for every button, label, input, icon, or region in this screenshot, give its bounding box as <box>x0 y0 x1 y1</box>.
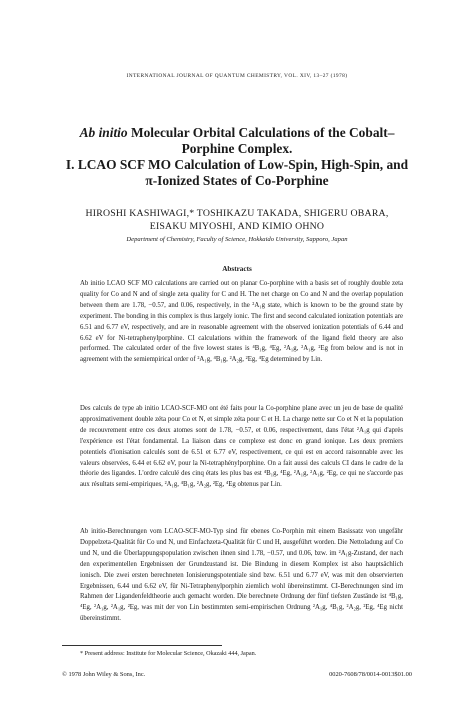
abstract-french: Des calculs de type ab initio LCAO-SCF-MO ont été faits pour la Co-porphine plane avec un jeu de base de qualité approximativement double zéta pour Co et N, et simple zéta pour C et H. La charge nette sur Co et N et la population de recouvrement entre ces deux atomes sont de 1.78, −0.57, et 0.06, respectivement, dans l'état ²A₁g qui d'après l'expérience est l'état fondamental. La liaison dans ce complexe est donc en grand ionique. Les deux premiers potentiels d'ionisation calculés sont de 6.51 et 6.77 eV, respectivement, ce qui est en accord raisonnable avec les valeurs observées, 6.44 et 6.62 eV, pour la Ni-tetraphénylporphine. On a fait aussi des calculs CI dans le cadre de la théorie des ligandes. L'ordre calculé des cinq états les plus bas est ⁴B₁g, ⁴Eg, ²A₁g, ²A₁g, ²Eg, ce qui ne s'accorde pas aux résultats semi-empiriques, ²A₁g, ⁴B₁g, ²A₂g, ²Eg, ⁴Eg obtenus par Lin. <box>80 405 403 489</box>
authors-line-2: EISAKU MIYOSHI, AND KIMIO OHNO <box>149 221 325 232</box>
authors-line-1: HIROSHI KASHIWAGI,* TOSHIKAZU TAKADA, SHIGERU OBARA, <box>85 208 389 219</box>
title-line-4: π-Ionized States of Co-Porphine <box>145 173 329 188</box>
footnote: * Present address: Institute for Molecular Science, Okazaki 444, Japan. <box>80 650 257 657</box>
affiliation: Department of Chemistry, Faculty of Science, Hokkaido University, Sapporo, Japan <box>126 236 348 243</box>
journal-header: INTERNATIONAL JOURNAL OF QUANTUM CHEMISTRY, VOL. XIV, 13–27 (1978) <box>126 73 348 79</box>
article-code: 0020-7608/78/0014-0013$01.00 <box>329 671 412 678</box>
title-line-2: Porphine Complex. <box>181 141 293 156</box>
author-list <box>36 207 438 233</box>
paper-title <box>36 125 438 189</box>
abstract-german: Ab initio-Berechnungen vom LCAO-SCF-MO-Typ sind für ebenes Co-Porphin mit einem Basissatz von ungefähr Doppelzeta-Qualität für Co und N, und Einfachzeta-Qualität für C und H, ausgeführt worden. Die Nettoladung auf Co und N, und die Überlappungspopulation zwischen ihnen sind 1.78, −0.57, und 0.06, bzw. im ²A₁g-Zustand, der nach den experimentellen Ergebnissen der Grundzustand ist. Die Bindung in diesem Komplex ist also hauptsächlich ionisch. Die zwei ersten berechneten Ionisierungspotentiale sind bzw. 6.51 und 6.77 eV, was mit den observierten Ergebnissen, 6.44 und 6.62 eV, für Ni-Tetraphenylporphin ziemlich wohl übereinstimmt. CI-Berechnungen sind im Rahmen der Ligandenfeldtheorie auch gemacht worden. Die berechnete Ordnung der fünf tiefsten Zustände ist ⁴B₁g, ⁴Eg, ²A₁g, ²A₁g, ²Eg, was mit der von Lin bestimmten semi-empirischen Ordnung ²A₁g, ⁴B₁g, ²A₂g, ²Eg, ⁴Eg nicht übereinstimmt. <box>80 528 403 623</box>
footnote-rule <box>62 645 222 646</box>
title-italic-ab-initio: Ab initio <box>79 125 128 140</box>
title-line-1-rest: Molecular Orbital Calculations of the Cobalt– <box>127 125 395 140</box>
copyright-notice: © 1978 John Wiley & Sons, Inc. <box>62 671 146 678</box>
title-line-1 <box>36 125 438 141</box>
title-line-3: I. LCAO SCF MO Calculation of Low-Spin, High-Spin, and <box>65 157 409 172</box>
abstract-english: Ab initio LCAO SCF MO calculations are carried out on planar Co-porphine with a basis set of roughly double zeta quality for Co and N and of single zeta quality for C and H. The net charge on Co and N and the overlap population between them are 1.78, −0.57, and 0.06, respectively, in the ²A₁g state, which is known to be the ground state by experiment. The bonding in this complex is thus largely ionic. The first and second calculated ionization potentials are 6.51 and 6.77 eV, respectively, and are in reasonable agreement with the observed ionization potentials of 6.44 and 6.62 eV for Ni-tetraphenylporphine. CI calculations within the framework of the ligand field theory are also performed. The calculated order of the five lowest states is ⁴B₁g, ⁴Eg, ²A₁g, ²A₁g, ²Eg from below and is not in agreement with the semiempirical order of ²A₁g, ⁴B₁g, ²A₂g, ²Eg, ⁴Eg determined by Lin. <box>80 280 403 364</box>
abstracts-heading: Abstracts <box>222 265 252 273</box>
